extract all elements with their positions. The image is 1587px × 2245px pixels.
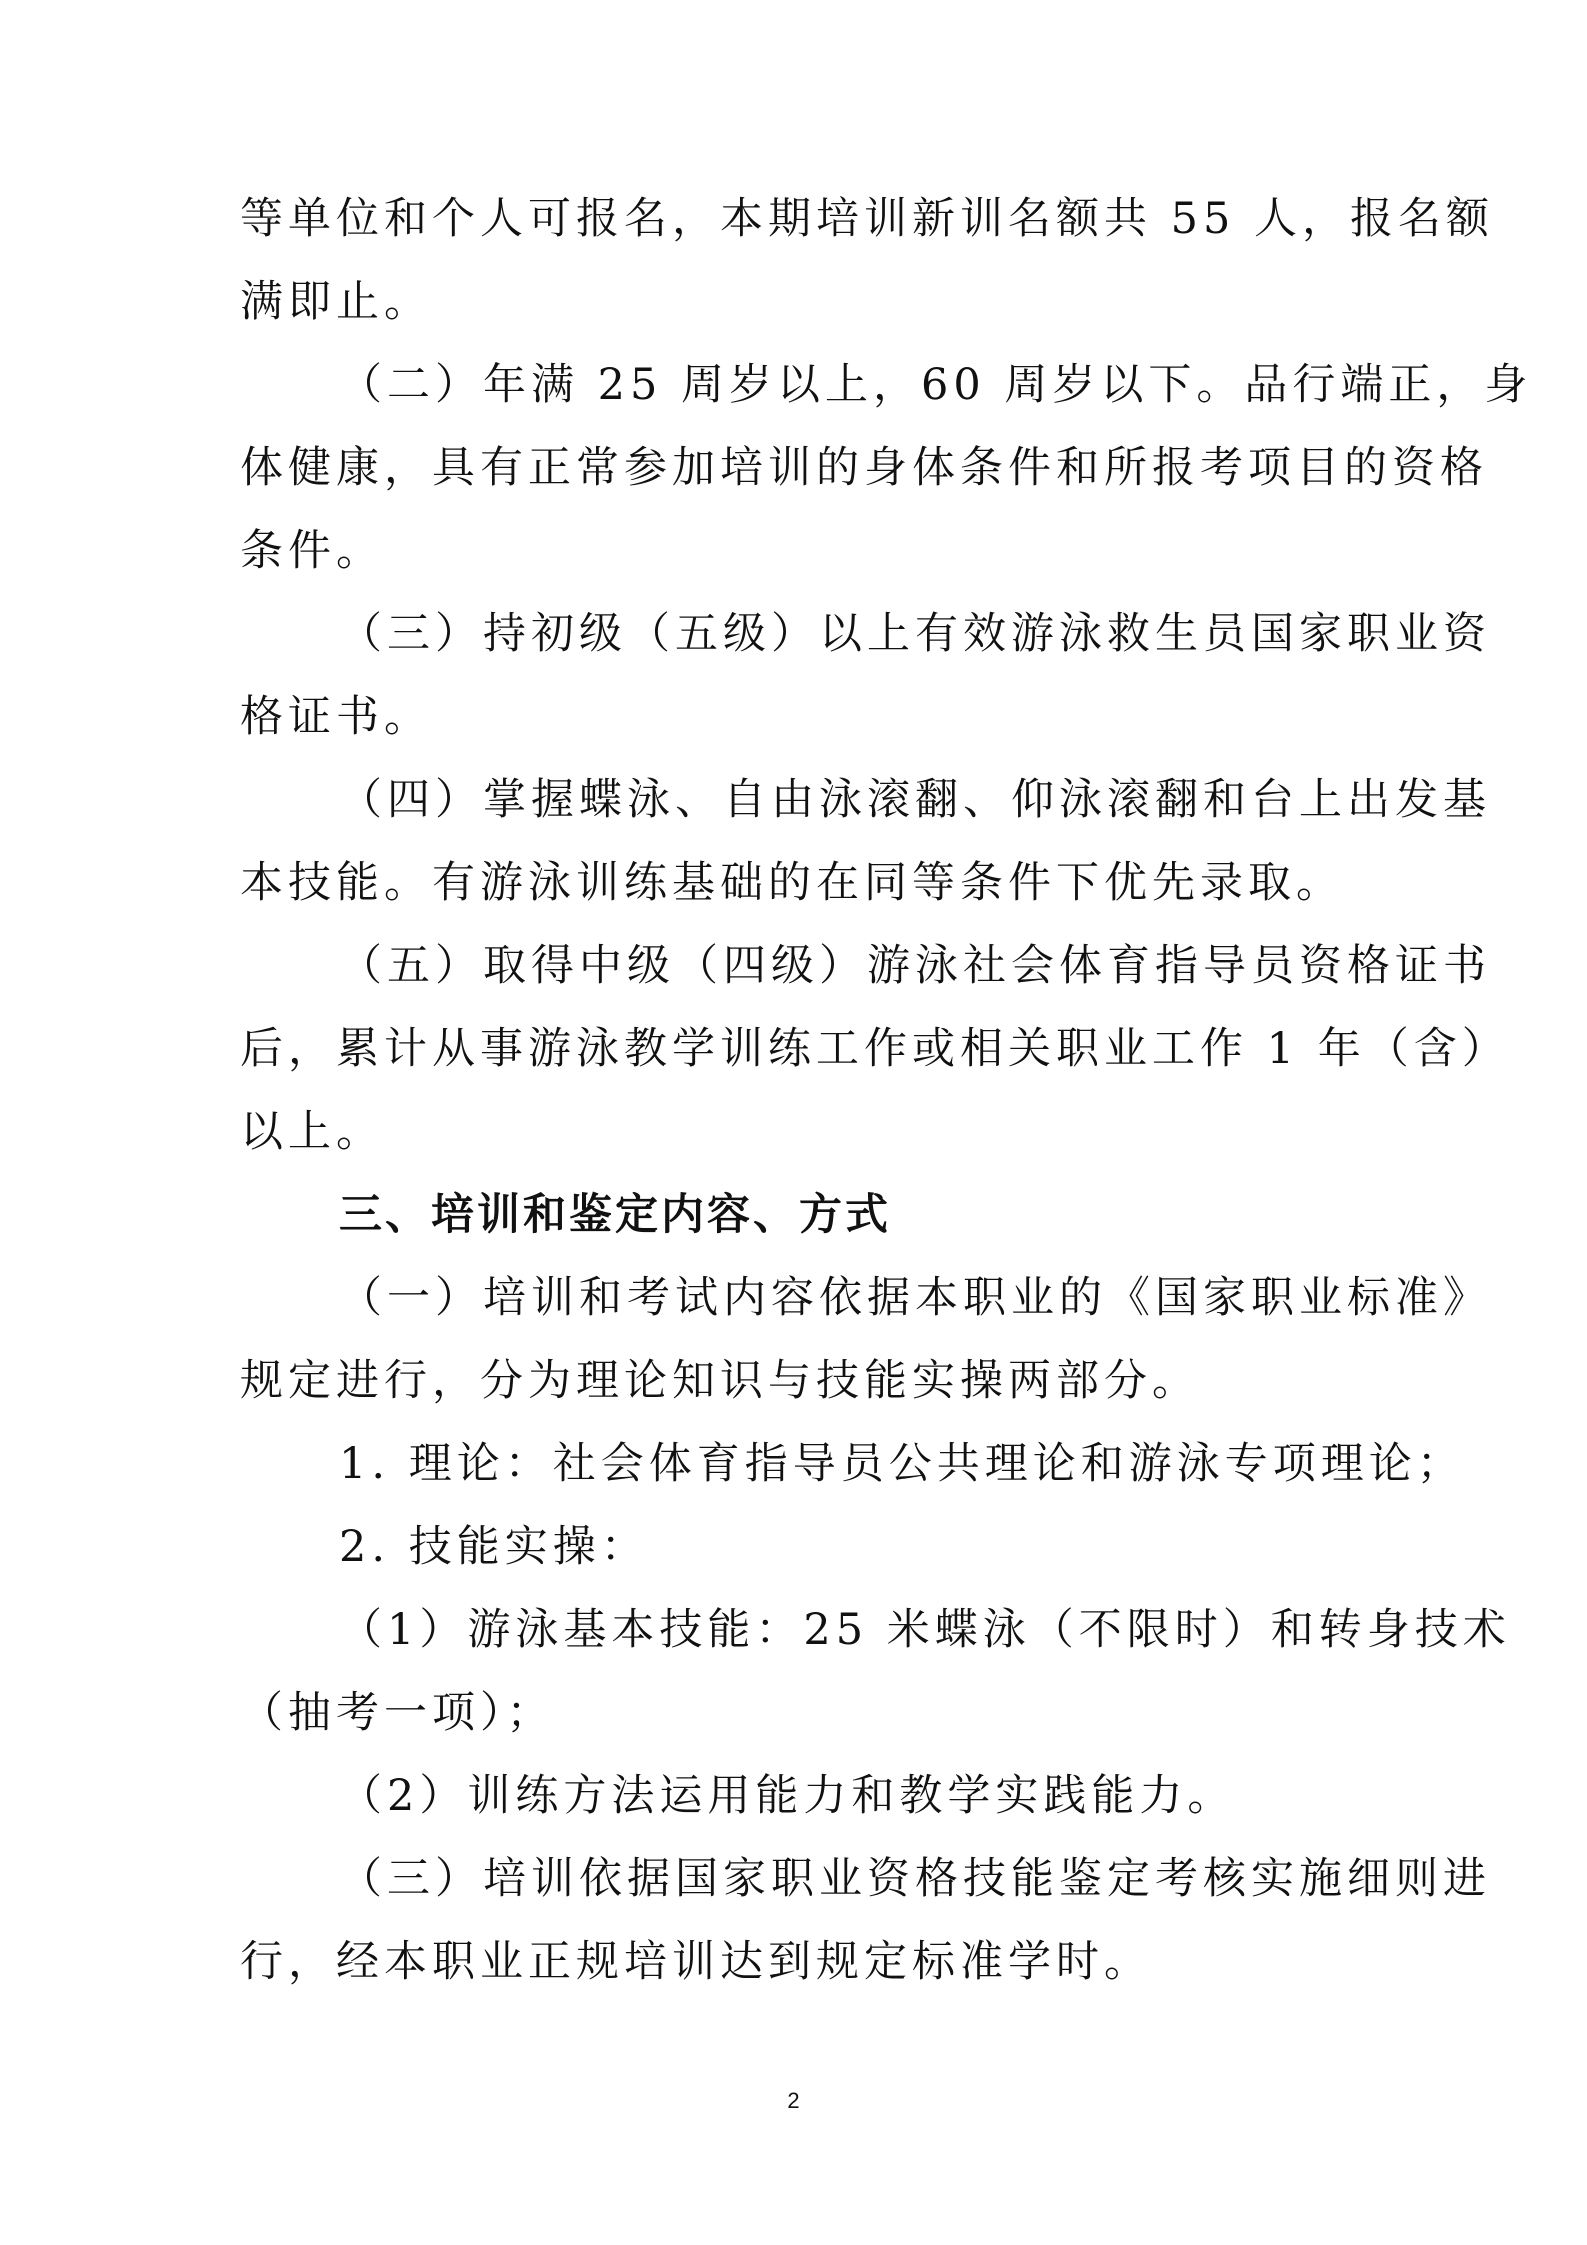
paragraph-line-11: 后，累计从事游泳教学训练工作或相关职业工作 1 年（含） (240, 1024, 1510, 1074)
paragraph-line-6: （三）持初级（五级）以上有效游泳救生员国家职业资 (339, 609, 1491, 659)
paragraph-line-4: 体健康，具有正常参加培训的身体条件和所报考项目的资格 (240, 443, 1488, 493)
paragraph-line-3: （二）年满 25 周岁以上，60 周岁以下。品行端正，身 (339, 360, 1533, 410)
paragraph-line-21: （三）培训依据国家职业资格技能鉴定考核实施细则进 (339, 1854, 1491, 1904)
paragraph-line-7: 格证书。 (240, 692, 432, 742)
paragraph-line-10: （五）取得中级（四级）游泳社会体育指导员资格证书 (339, 941, 1491, 991)
paragraph-line-14: （一）培训和考试内容依据本职业的《国家职业标准》 (339, 1273, 1491, 1323)
paragraph-line-17: 2. 技能实操： (339, 1522, 649, 1572)
paragraph-line-9: 本技能。有游泳训练基础的在同等条件下优先录取。 (240, 858, 1344, 908)
paragraph-line-12: 以上。 (240, 1107, 384, 1157)
paragraph-line-20: （2）训练方法运用能力和教学实践能力。 (339, 1771, 1236, 1821)
paragraph-line-16: 1. 理论：社会体育指导员公共理论和游泳专项理论； (339, 1439, 1465, 1489)
paragraph-line-5: 条件。 (240, 526, 384, 576)
paragraph-line-15: 规定进行，分为理论知识与技能实操两部分。 (240, 1356, 1200, 1406)
paragraph-line-18: （1）游泳基本技能：25 米蝶泳（不限时）和转身技术 (339, 1605, 1511, 1655)
section-heading: 三、培训和鉴定内容、方式 (339, 1190, 891, 1240)
page-number: 2 (787, 2088, 800, 2113)
paragraph-line-2: 满即止。 (240, 277, 432, 327)
paragraph-line-1: 等单位和个人可报名，本期培训新训名额共 55 人，报名额 (240, 194, 1495, 244)
paragraph-line-19: （抽考一项）； (240, 1688, 555, 1738)
paragraph-line-22: 行，经本职业正规培训达到规定标准学时。 (240, 1937, 1152, 1987)
paragraph-line-8: （四）掌握蝶泳、自由泳滚翻、仰泳滚翻和台上出发基 (339, 775, 1491, 825)
